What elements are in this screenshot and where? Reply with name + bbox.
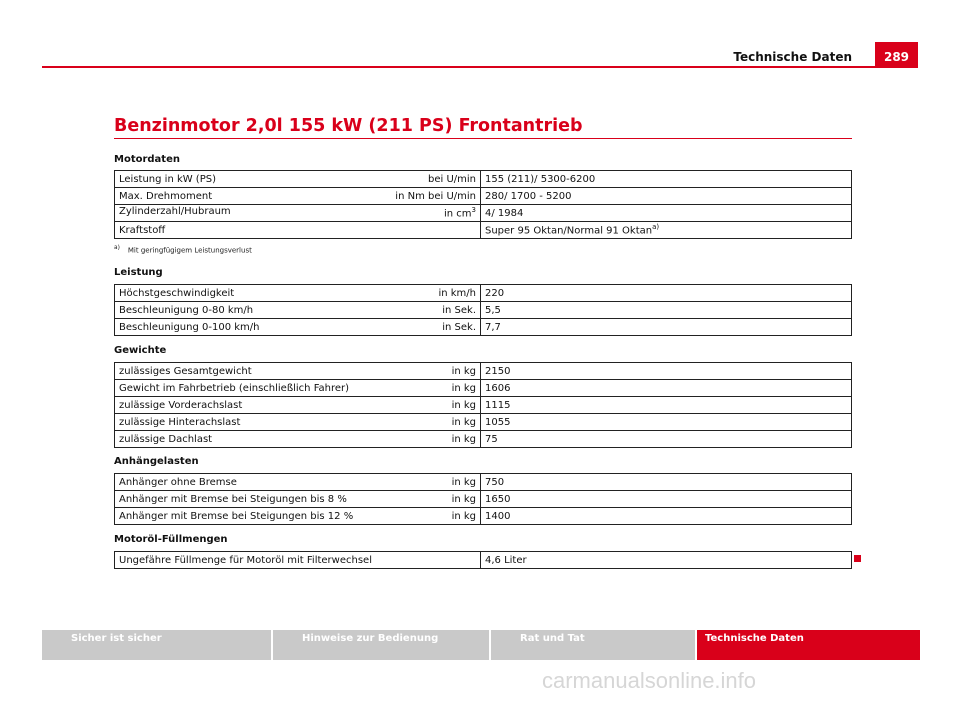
- table-motordaten: [114, 170, 852, 239]
- row-value: 1055: [481, 414, 852, 431]
- table-row: [115, 222, 852, 239]
- footnote-text: Mit geringfügigem Leistungsverlust: [127, 246, 252, 255]
- row-value: 4,6 Liter: [481, 552, 852, 569]
- row-label: Zylinderzahl/Hubraum: [119, 206, 231, 218]
- section-heading-motoroel: Motoröl-Füllmengen: [114, 534, 228, 545]
- table-row: [115, 414, 852, 431]
- table-row: [115, 552, 852, 569]
- row-unit: in Sek.: [442, 304, 476, 316]
- row-label: Kraftstoff: [119, 224, 166, 236]
- footer-nav: [42, 630, 920, 660]
- footer-tab-sicher-ist-sicher[interactable]: Sicher ist sicher: [42, 630, 271, 660]
- row-label: Anhänger ohne Bremse: [119, 476, 237, 488]
- row-label: Höchstgeschwindigkeit: [119, 287, 235, 299]
- row-value: 1115: [481, 397, 852, 414]
- footnote-mark: a): [114, 245, 120, 251]
- row-label: Anhänger mit Bremse bei Steigungen bis 8 %: [119, 493, 347, 505]
- table-motoroel: [114, 551, 852, 569]
- row-label: Ungefähre Füllmenge für Motoröl mit Filterwechsel: [119, 554, 372, 566]
- row-value: 2150: [481, 363, 852, 380]
- table-row: [115, 319, 852, 336]
- table-row: [115, 188, 852, 205]
- section-heading-anhaengelasten: Anhängelasten: [114, 456, 199, 467]
- table-gewichte: [114, 362, 852, 448]
- table-row: [115, 171, 852, 188]
- section-heading-gewichte: Gewichte: [114, 345, 167, 356]
- row-value: 155 (211)/ 5300-6200: [481, 171, 852, 188]
- row-label: zulässige Dachlast: [119, 433, 213, 445]
- page-header-title: Technische Daten: [733, 50, 852, 64]
- row-label: Leistung in kW (PS): [119, 173, 216, 185]
- title-rule: [114, 138, 852, 139]
- row-unit: in Sek.: [442, 321, 476, 333]
- page-title: Benzinmotor 2,0l 155 kW (211 PS) Frontantrieb: [114, 116, 583, 136]
- row-label: Beschleunigung 0-100 km/h: [119, 321, 260, 333]
- header-rule: [42, 66, 918, 68]
- row-unit: in kg: [451, 382, 476, 394]
- row-label: Max. Drehmoment: [119, 190, 213, 202]
- row-unit: in kg: [451, 433, 476, 445]
- row-unit: in kg: [451, 510, 476, 522]
- row-value: 4/ 1984: [481, 205, 852, 222]
- row-unit: bei U/min: [427, 173, 476, 185]
- table-anhaengelasten: [114, 473, 852, 525]
- row-value: 1400: [481, 508, 852, 525]
- row-value: 1650: [481, 491, 852, 508]
- unit-superscript: 3: [471, 206, 476, 215]
- footnote-reference: a): [652, 223, 660, 232]
- row-label: zulässige Hinterachslast: [119, 416, 241, 428]
- row-value: 7,7: [481, 319, 852, 336]
- row-value: Super 95 Oktan/Normal 91 Oktan: [485, 225, 653, 237]
- row-value: 5,5: [481, 302, 852, 319]
- row-unit: in kg: [451, 476, 476, 488]
- row-value: 220: [481, 285, 852, 302]
- row-label: Anhänger mit Bremse bei Steigungen bis 12 %: [119, 510, 354, 522]
- table-row: [115, 474, 852, 491]
- watermark: carmanualsonline.info: [542, 668, 757, 693]
- row-label: zulässiges Gesamtgewicht: [119, 365, 252, 377]
- row-unit: in kg: [451, 416, 476, 428]
- row-label: Beschleunigung 0-80 km/h: [119, 304, 254, 316]
- row-unit: in kg: [451, 399, 476, 411]
- table-row: [115, 302, 852, 319]
- row-unit: in Nm bei U/min: [395, 190, 476, 202]
- page-number: 289: [875, 42, 918, 68]
- row-value: 75: [481, 431, 852, 448]
- end-of-section-marker: [854, 555, 861, 562]
- table-row: [115, 363, 852, 380]
- row-unit: in kg: [451, 365, 476, 377]
- table-row: [115, 380, 852, 397]
- table-leistung: [114, 284, 852, 336]
- footer-tab-rat-und-tat[interactable]: Rat und Tat: [491, 630, 695, 660]
- footer-tab-hinweise-zur-bedienung[interactable]: Hinweise zur Bedienung: [273, 630, 489, 660]
- footnote: [114, 245, 252, 254]
- row-label: zulässige Vorderachslast: [119, 399, 243, 411]
- table-row: [115, 205, 852, 222]
- row-value: 280/ 1700 - 5200: [481, 188, 852, 205]
- row-value: 1606: [481, 380, 852, 397]
- row-unit: in km/h: [438, 287, 476, 299]
- row-value: 750: [481, 474, 852, 491]
- table-row: [115, 285, 852, 302]
- table-row: [115, 491, 852, 508]
- section-heading-motordaten: Motordaten: [114, 154, 180, 165]
- table-row: [115, 431, 852, 448]
- row-unit-with-superscript: [444, 206, 476, 219]
- footer-tab-technische-daten[interactable]: Technische Daten: [697, 630, 920, 660]
- section-heading-leistung: Leistung: [114, 267, 163, 278]
- row-label: Gewicht im Fahrbetrieb (einschließlich Fahrer): [119, 382, 350, 394]
- table-row: [115, 397, 852, 414]
- row-unit: in cm: [443, 208, 472, 220]
- row-unit: in kg: [451, 493, 476, 505]
- table-row: [115, 508, 852, 525]
